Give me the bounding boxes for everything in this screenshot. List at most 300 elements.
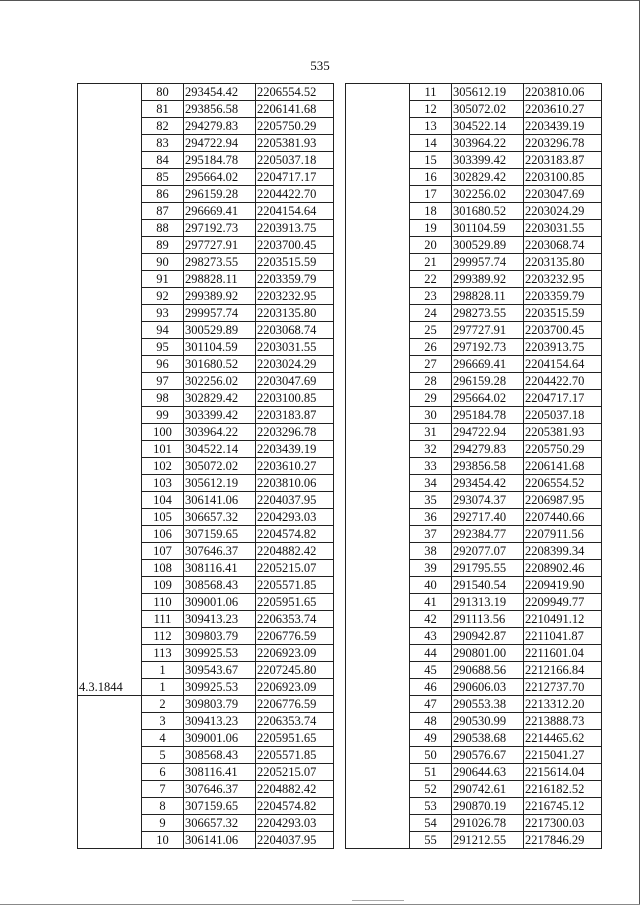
x-coordinate-cell: 297727.91 — [452, 322, 524, 339]
y-coordinate-cell: 2213312.20 — [524, 696, 602, 713]
y-coordinate-cell: 2204717.17 — [524, 390, 602, 407]
page-number: 535 — [310, 58, 330, 73]
x-coordinate-cell: 297727.91 — [184, 237, 256, 254]
x-coordinate-cell: 298828.11 — [452, 288, 524, 305]
table-row — [78, 560, 334, 577]
table-row — [78, 441, 334, 458]
table-row — [346, 662, 602, 679]
point-number-cell: 2 — [142, 696, 184, 713]
y-coordinate-cell: 2203232.95 — [256, 288, 334, 305]
y-coordinate-cell: 2205381.93 — [256, 135, 334, 152]
y-coordinate-cell: 2209419.90 — [524, 577, 602, 594]
row-date-label — [78, 815, 142, 832]
table-row — [78, 577, 334, 594]
y-coordinate-cell: 2203047.69 — [256, 373, 334, 390]
table-row — [346, 611, 602, 628]
row-date-label — [346, 322, 410, 339]
table-row — [78, 305, 334, 322]
y-coordinate-cell: 2203296.78 — [524, 135, 602, 152]
point-number-cell: 52 — [410, 781, 452, 798]
x-coordinate-cell: 305612.19 — [184, 475, 256, 492]
x-coordinate-cell: 306657.32 — [184, 815, 256, 832]
footer-mark — [352, 900, 404, 901]
y-coordinate-cell: 2205381.93 — [524, 424, 602, 441]
table-row — [78, 390, 334, 407]
y-coordinate-cell: 2203610.27 — [256, 458, 334, 475]
table-row — [78, 458, 334, 475]
y-coordinate-cell: 2203100.85 — [524, 169, 602, 186]
y-coordinate-cell: 2204882.42 — [256, 543, 334, 560]
y-coordinate-cell: 2206923.09 — [256, 645, 334, 662]
y-coordinate-cell: 2211041.87 — [524, 628, 602, 645]
table-row — [346, 356, 602, 373]
y-coordinate-cell: 2203047.69 — [524, 186, 602, 203]
x-coordinate-cell: 297192.73 — [452, 339, 524, 356]
x-coordinate-cell: 309001.06 — [184, 730, 256, 747]
table-row — [78, 764, 334, 781]
x-coordinate-cell: 309925.53 — [184, 645, 256, 662]
point-number-cell: 39 — [410, 560, 452, 577]
point-number-cell: 54 — [410, 815, 452, 832]
row-date-label — [346, 458, 410, 475]
point-number-cell: 55 — [410, 832, 452, 849]
point-number-cell: 1 — [142, 662, 184, 679]
y-coordinate-cell: 2205750.29 — [256, 118, 334, 135]
point-number-cell: 50 — [410, 747, 452, 764]
table-row — [346, 271, 602, 288]
point-number-cell: 112 — [142, 628, 184, 645]
row-date-label — [346, 356, 410, 373]
x-coordinate-cell: 295184.78 — [452, 407, 524, 424]
y-coordinate-cell: 2207911.56 — [524, 526, 602, 543]
point-number-cell: 6 — [142, 764, 184, 781]
row-date-label — [346, 169, 410, 186]
table-row — [346, 815, 602, 832]
y-coordinate-cell: 2210491.12 — [524, 611, 602, 628]
table-row — [346, 373, 602, 390]
table-row — [346, 713, 602, 730]
point-number-cell: 107 — [142, 543, 184, 560]
y-coordinate-cell: 2203183.87 — [256, 407, 334, 424]
x-coordinate-cell: 300529.89 — [184, 322, 256, 339]
table-row — [78, 492, 334, 509]
row-date-label — [78, 509, 142, 526]
point-number-cell: 103 — [142, 475, 184, 492]
x-coordinate-cell: 307646.37 — [184, 781, 256, 798]
y-coordinate-cell: 2203515.59 — [256, 254, 334, 271]
y-coordinate-cell: 2203232.95 — [524, 271, 602, 288]
table-row — [346, 322, 602, 339]
row-date-label — [78, 322, 142, 339]
table-row — [346, 152, 602, 169]
x-coordinate-cell: 290538.68 — [452, 730, 524, 747]
table-row — [346, 390, 602, 407]
point-number-cell: 8 — [142, 798, 184, 815]
table-row — [346, 696, 602, 713]
point-number-cell: 18 — [410, 203, 452, 220]
x-coordinate-cell: 290553.38 — [452, 696, 524, 713]
table-row — [346, 288, 602, 305]
x-coordinate-cell: 290606.03 — [452, 679, 524, 696]
row-date-label — [78, 543, 142, 560]
table-row — [346, 305, 602, 322]
point-number-cell: 102 — [142, 458, 184, 475]
point-number-cell: 90 — [142, 254, 184, 271]
table-row — [78, 815, 334, 832]
table-row — [346, 186, 602, 203]
x-coordinate-cell: 309925.53 — [184, 679, 256, 696]
x-coordinate-cell: 306141.06 — [184, 832, 256, 849]
y-coordinate-cell: 2204717.17 — [256, 169, 334, 186]
y-coordinate-cell: 2214465.62 — [524, 730, 602, 747]
row-date-label — [346, 186, 410, 203]
y-coordinate-cell: 2203296.78 — [256, 424, 334, 441]
table-row — [78, 118, 334, 135]
point-number-cell: 47 — [410, 696, 452, 713]
table-row — [346, 475, 602, 492]
row-date-label — [78, 781, 142, 798]
row-date-label — [78, 645, 142, 662]
table-row — [78, 509, 334, 526]
point-number-cell: 37 — [410, 526, 452, 543]
x-coordinate-cell: 303399.42 — [184, 407, 256, 424]
y-coordinate-cell: 2203700.45 — [256, 237, 334, 254]
point-number-cell: 5 — [142, 747, 184, 764]
table-row — [346, 798, 602, 815]
y-coordinate-cell: 2205215.07 — [256, 764, 334, 781]
table-row — [346, 526, 602, 543]
y-coordinate-cell: 2204154.64 — [256, 203, 334, 220]
y-coordinate-cell: 2203515.59 — [524, 305, 602, 322]
x-coordinate-cell: 303964.22 — [452, 135, 524, 152]
table-row — [346, 781, 602, 798]
y-coordinate-cell: 2206554.52 — [524, 475, 602, 492]
row-date-label — [78, 305, 142, 322]
point-number-cell: 12 — [410, 101, 452, 118]
y-coordinate-cell: 2205037.18 — [256, 152, 334, 169]
x-coordinate-cell: 302829.42 — [452, 169, 524, 186]
y-coordinate-cell: 2203810.06 — [256, 475, 334, 492]
y-coordinate-cell: 2204574.82 — [256, 526, 334, 543]
x-coordinate-cell: 308116.41 — [184, 764, 256, 781]
row-date-label — [346, 492, 410, 509]
row-date-label — [78, 271, 142, 288]
y-coordinate-cell: 2203024.29 — [524, 203, 602, 220]
table-row — [78, 288, 334, 305]
row-date-label — [346, 254, 410, 271]
row-date-label — [346, 815, 410, 832]
table-row — [78, 135, 334, 152]
y-coordinate-cell: 2204422.70 — [256, 186, 334, 203]
x-coordinate-cell: 295184.78 — [184, 152, 256, 169]
y-coordinate-cell: 2208399.34 — [524, 543, 602, 560]
row-date-label — [346, 271, 410, 288]
table-row — [346, 509, 602, 526]
x-coordinate-cell: 301104.59 — [184, 339, 256, 356]
point-number-cell: 33 — [410, 458, 452, 475]
y-coordinate-cell: 2217300.03 — [524, 815, 602, 832]
point-number-cell: 82 — [142, 118, 184, 135]
point-number-cell: 100 — [142, 424, 184, 441]
point-number-cell: 25 — [410, 322, 452, 339]
point-number-cell: 15 — [410, 152, 452, 169]
point-number-cell: 13 — [410, 118, 452, 135]
table-row — [78, 356, 334, 373]
table-row — [78, 339, 334, 356]
row-date-label — [78, 186, 142, 203]
point-number-cell: 14 — [410, 135, 452, 152]
x-coordinate-cell: 290870.19 — [452, 798, 524, 815]
row-date-label — [346, 441, 410, 458]
point-number-cell: 7 — [142, 781, 184, 798]
table-row — [346, 101, 602, 118]
point-number-cell: 87 — [142, 203, 184, 220]
table-row — [78, 730, 334, 747]
point-number-cell: 10 — [142, 832, 184, 849]
table-row — [346, 560, 602, 577]
row-date-label — [78, 441, 142, 458]
row-date-label — [78, 492, 142, 509]
x-coordinate-cell: 294279.83 — [452, 441, 524, 458]
row-date-label — [346, 730, 410, 747]
point-number-cell: 106 — [142, 526, 184, 543]
row-date-label — [346, 288, 410, 305]
point-number-cell: 43 — [410, 628, 452, 645]
x-coordinate-cell: 293454.42 — [184, 84, 256, 101]
row-date-label — [346, 543, 410, 560]
x-coordinate-cell: 290530.99 — [452, 713, 524, 730]
table-row — [78, 271, 334, 288]
y-coordinate-cell: 2215041.27 — [524, 747, 602, 764]
x-coordinate-cell: 290688.56 — [452, 662, 524, 679]
table-row — [78, 152, 334, 169]
point-number-cell: 35 — [410, 492, 452, 509]
row-date-label — [346, 339, 410, 356]
x-coordinate-cell: 308568.43 — [184, 577, 256, 594]
x-coordinate-cell: 309001.06 — [184, 594, 256, 611]
point-number-cell: 84 — [142, 152, 184, 169]
y-coordinate-cell: 2204037.95 — [256, 492, 334, 509]
x-coordinate-cell: 294722.94 — [452, 424, 524, 441]
table-row — [78, 832, 334, 849]
row-date-label — [78, 424, 142, 441]
point-number-cell: 80 — [142, 84, 184, 101]
table-row — [78, 713, 334, 730]
table-row — [78, 424, 334, 441]
point-number-cell: 20 — [410, 237, 452, 254]
x-coordinate-cell: 295664.02 — [452, 390, 524, 407]
point-number-cell: 40 — [410, 577, 452, 594]
y-coordinate-cell: 2205571.85 — [256, 747, 334, 764]
row-date-label — [346, 713, 410, 730]
table-row — [346, 220, 602, 237]
y-coordinate-cell: 2212737.70 — [524, 679, 602, 696]
table-row — [78, 475, 334, 492]
point-number-cell: 4 — [142, 730, 184, 747]
point-number-cell: 19 — [410, 220, 452, 237]
page-top-edge — [0, 0, 640, 1]
x-coordinate-cell: 292077.07 — [452, 543, 524, 560]
point-number-cell: 94 — [142, 322, 184, 339]
table-row — [346, 458, 602, 475]
y-coordinate-cell: 2205951.65 — [256, 594, 334, 611]
y-coordinate-cell: 2206141.68 — [256, 101, 334, 118]
x-coordinate-cell: 299389.92 — [184, 288, 256, 305]
row-date-label — [346, 101, 410, 118]
point-number-cell: 11 — [410, 84, 452, 101]
row-date-label — [78, 254, 142, 271]
point-number-cell: 28 — [410, 373, 452, 390]
x-coordinate-cell: 291026.78 — [452, 815, 524, 832]
y-coordinate-cell: 2206776.59 — [256, 696, 334, 713]
y-coordinate-cell: 2203359.79 — [524, 288, 602, 305]
row-date-label — [78, 696, 142, 713]
y-coordinate-cell: 2203183.87 — [524, 152, 602, 169]
row-date-label — [78, 560, 142, 577]
table-row — [346, 169, 602, 186]
y-coordinate-cell: 2203913.75 — [524, 339, 602, 356]
x-coordinate-cell: 306657.32 — [184, 509, 256, 526]
table-row — [78, 169, 334, 186]
point-number-cell: 96 — [142, 356, 184, 373]
x-coordinate-cell: 296669.41 — [452, 356, 524, 373]
point-number-cell: 31 — [410, 424, 452, 441]
row-date-label — [346, 305, 410, 322]
table-row — [346, 135, 602, 152]
row-date-label — [346, 594, 410, 611]
point-number-cell: 101 — [142, 441, 184, 458]
y-coordinate-cell: 2203031.55 — [256, 339, 334, 356]
row-date-label — [78, 407, 142, 424]
table-row — [78, 611, 334, 628]
row-date-label — [78, 390, 142, 407]
point-number-cell: 32 — [410, 441, 452, 458]
x-coordinate-cell: 308116.41 — [184, 560, 256, 577]
x-coordinate-cell: 290801.00 — [452, 645, 524, 662]
table-row — [78, 679, 334, 696]
y-coordinate-cell: 2212166.84 — [524, 662, 602, 679]
x-coordinate-cell: 294279.83 — [184, 118, 256, 135]
table-row — [78, 237, 334, 254]
row-date-label — [78, 747, 142, 764]
point-number-cell: 104 — [142, 492, 184, 509]
row-date-label — [78, 475, 142, 492]
y-coordinate-cell: 2207440.66 — [524, 509, 602, 526]
x-coordinate-cell: 295664.02 — [184, 169, 256, 186]
y-coordinate-cell: 2204293.03 — [256, 815, 334, 832]
table-row — [346, 764, 602, 781]
y-coordinate-cell: 2211601.04 — [524, 645, 602, 662]
x-coordinate-cell: 299389.92 — [452, 271, 524, 288]
x-coordinate-cell: 309803.79 — [184, 696, 256, 713]
x-coordinate-cell: 298273.55 — [452, 305, 524, 322]
row-date-label — [346, 747, 410, 764]
table-row — [78, 254, 334, 271]
table-row — [346, 441, 602, 458]
row-date-label — [78, 356, 142, 373]
table-row — [78, 645, 334, 662]
point-number-cell: 29 — [410, 390, 452, 407]
table-row — [346, 203, 602, 220]
x-coordinate-cell: 294722.94 — [184, 135, 256, 152]
y-coordinate-cell: 2206141.68 — [524, 458, 602, 475]
row-date-label — [346, 407, 410, 424]
x-coordinate-cell: 293856.58 — [184, 101, 256, 118]
table-row — [346, 730, 602, 747]
x-coordinate-cell: 291540.54 — [452, 577, 524, 594]
x-coordinate-cell: 291313.19 — [452, 594, 524, 611]
x-coordinate-cell: 302256.02 — [184, 373, 256, 390]
row-date-label — [346, 645, 410, 662]
table-row — [78, 322, 334, 339]
row-date-label — [78, 730, 142, 747]
y-coordinate-cell: 2203700.45 — [524, 322, 602, 339]
row-date-label — [346, 475, 410, 492]
point-number-cell: 108 — [142, 560, 184, 577]
point-number-cell: 97 — [142, 373, 184, 390]
x-coordinate-cell: 299957.74 — [452, 254, 524, 271]
coordinates-table-left — [77, 83, 334, 849]
point-number-cell: 49 — [410, 730, 452, 747]
y-coordinate-cell: 2204293.03 — [256, 509, 334, 526]
table-row — [78, 373, 334, 390]
point-number-cell: 48 — [410, 713, 452, 730]
x-coordinate-cell: 290644.63 — [452, 764, 524, 781]
x-coordinate-cell: 296159.28 — [184, 186, 256, 203]
coordinates-table-right — [345, 83, 602, 849]
y-coordinate-cell: 2217846.29 — [524, 832, 602, 849]
row-date-label — [346, 832, 410, 849]
y-coordinate-cell: 2204574.82 — [256, 798, 334, 815]
row-date-label — [346, 560, 410, 577]
point-number-cell: 42 — [410, 611, 452, 628]
row-date-label — [346, 509, 410, 526]
row-date-label — [78, 203, 142, 220]
row-date-label — [78, 101, 142, 118]
x-coordinate-cell: 290742.61 — [452, 781, 524, 798]
x-coordinate-cell: 303964.22 — [184, 424, 256, 441]
x-coordinate-cell: 307159.65 — [184, 526, 256, 543]
row-date-label — [78, 169, 142, 186]
point-number-cell: 27 — [410, 356, 452, 373]
x-coordinate-cell: 302256.02 — [452, 186, 524, 203]
y-coordinate-cell: 2203610.27 — [524, 101, 602, 118]
y-coordinate-cell: 2206353.74 — [256, 611, 334, 628]
point-number-cell: 9 — [142, 815, 184, 832]
y-coordinate-cell: 2205037.18 — [524, 407, 602, 424]
y-coordinate-cell: 2206554.52 — [256, 84, 334, 101]
point-number-cell: 3 — [142, 713, 184, 730]
row-date-label — [78, 832, 142, 849]
row-date-label — [78, 288, 142, 305]
point-number-cell: 51 — [410, 764, 452, 781]
y-coordinate-cell: 2204154.64 — [524, 356, 602, 373]
x-coordinate-cell: 290576.67 — [452, 747, 524, 764]
point-number-cell: 45 — [410, 662, 452, 679]
point-number-cell: 92 — [142, 288, 184, 305]
x-coordinate-cell: 304522.14 — [452, 118, 524, 135]
y-coordinate-cell: 2203068.74 — [524, 237, 602, 254]
row-date-label — [346, 577, 410, 594]
y-coordinate-cell: 2205571.85 — [256, 577, 334, 594]
y-coordinate-cell: 2203135.80 — [256, 305, 334, 322]
table-row — [346, 84, 602, 101]
table-row — [346, 628, 602, 645]
point-number-cell: 46 — [410, 679, 452, 696]
x-coordinate-cell: 292717.40 — [452, 509, 524, 526]
y-coordinate-cell: 2203913.75 — [256, 220, 334, 237]
table-row — [78, 628, 334, 645]
